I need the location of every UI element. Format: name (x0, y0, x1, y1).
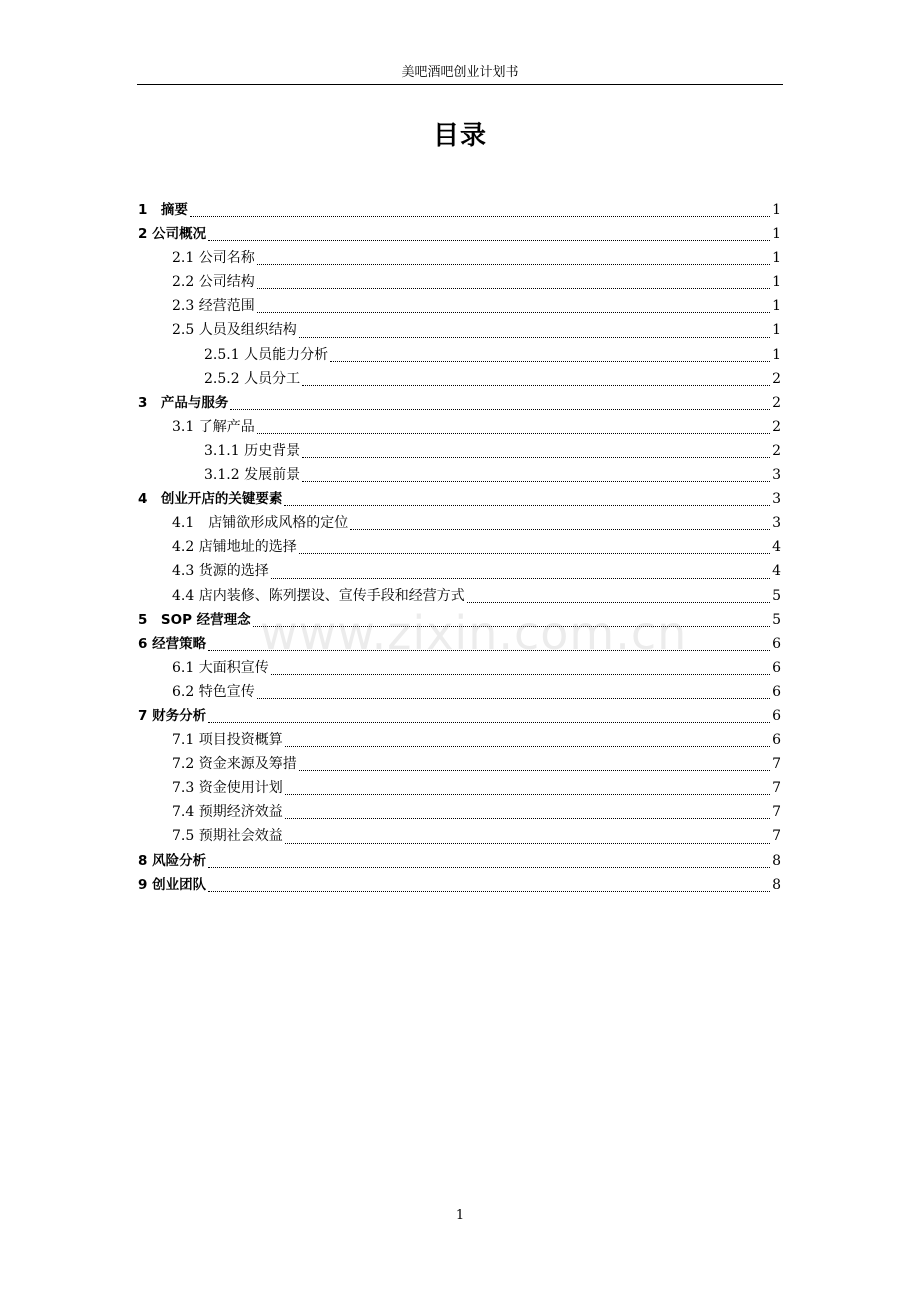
toc-entry[interactable] (138, 270, 781, 294)
toc-entry[interactable] (138, 222, 781, 246)
toc-dot-leader (257, 263, 770, 265)
toc-entry-label: 6.1 大面积宣传 (172, 659, 269, 676)
toc-entry-label: 7.2 资金来源及筹措 (172, 756, 297, 773)
table-of-contents (138, 198, 781, 897)
toc-entry-page: 2 (772, 370, 781, 387)
toc-entry-label: 2 公司概况 (138, 226, 207, 243)
toc-entry[interactable] (138, 463, 781, 487)
toc-entry[interactable] (138, 800, 781, 824)
toc-entry-page: 1 (772, 298, 781, 315)
toc-entry-page: 3 (772, 491, 781, 508)
toc-dot-leader (299, 336, 770, 338)
toc-entry[interactable] (138, 294, 781, 318)
toc-entry-label: 2.5 人员及组织结构 (172, 322, 297, 339)
toc-dot-leader (285, 817, 770, 819)
toc-entry[interactable] (138, 343, 781, 367)
toc-entry-label: 2.3 经营范围 (172, 298, 255, 315)
toc-dot-leader (208, 721, 770, 723)
toc-entry-page: 4 (772, 539, 781, 556)
toc-dot-leader (299, 769, 770, 771)
toc-entry[interactable] (138, 824, 781, 848)
page-number: 1 (455, 1208, 465, 1223)
toc-entry-label: 4.4 店内装修、陈列摆设、宣传手段和经营方式 (172, 587, 465, 604)
toc-entry[interactable] (138, 511, 781, 535)
toc-entry-page: 5 (772, 587, 781, 604)
toc-entry[interactable] (138, 487, 781, 511)
toc-dot-leader (257, 287, 770, 289)
toc-entry[interactable] (138, 559, 781, 583)
toc-entry[interactable] (138, 391, 781, 415)
toc-entry-label: 7.4 预期经济效益 (172, 804, 283, 821)
toc-entry[interactable] (138, 752, 781, 776)
toc-entry-page: 1 (772, 346, 781, 363)
toc-entry[interactable] (138, 318, 781, 342)
toc-entry[interactable] (138, 246, 781, 270)
toc-entry-label: 4 创业开店的关键要素 (138, 491, 283, 508)
toc-entry[interactable] (138, 776, 781, 800)
toc-dot-leader (302, 456, 770, 458)
toc-entry[interactable] (138, 728, 781, 752)
toc-dot-leader (271, 673, 770, 675)
toc-entry-label: 9 创业团队 (138, 876, 207, 893)
toc-entry-label: 2.5.1 人员能力分析 (204, 346, 329, 363)
toc-entry-page: 7 (772, 756, 781, 773)
toc-entry[interactable] (138, 415, 781, 439)
toc-entry-page: 6 (772, 707, 781, 724)
toc-dot-leader (330, 360, 770, 362)
toc-entry-page: 3 (772, 467, 781, 484)
toc-entry-label: 7.1 项目投资概算 (172, 732, 283, 749)
toc-dot-leader (284, 504, 770, 506)
toc-entry-label: 2.2 公司结构 (172, 274, 255, 291)
toc-entry-page: 1 (772, 202, 781, 218)
toc-entry-page: 1 (772, 322, 781, 339)
toc-entry-page: 7 (772, 780, 781, 797)
toc-entry-label: 3.1.2 发展前景 (204, 467, 301, 484)
toc-entry-page: 6 (772, 732, 781, 749)
toc-entry-label: 7.3 资金使用计划 (172, 780, 283, 797)
toc-entry-label: 2.1 公司名称 (172, 250, 255, 267)
toc-entry-page: 6 (772, 683, 781, 700)
toc-entry[interactable] (138, 849, 781, 873)
toc-entry-label: 3.1 了解产品 (172, 418, 255, 435)
toc-entry-page: 1 (772, 226, 781, 243)
toc-dot-leader (285, 793, 770, 795)
toc-entry[interactable] (138, 439, 781, 463)
toc-entry-label: 3 产品与服务 (138, 394, 229, 411)
toc-entry-page: 3 (772, 515, 781, 532)
toc-entry-page: 2 (772, 394, 781, 411)
toc-entry-page: 2 (772, 442, 781, 459)
toc-entry-label: 8 风险分析 (138, 852, 207, 869)
toc-entry-page: 1 (772, 250, 781, 267)
toc-dot-leader (299, 552, 770, 554)
toc-entry[interactable] (138, 584, 781, 608)
toc-dot-leader (302, 480, 770, 482)
header-rule (137, 84, 783, 85)
toc-entry-label: 4.3 货源的选择 (172, 563, 269, 580)
toc-entry-label: 1 摘要 (138, 202, 188, 218)
toc-entry-label: 4.2 店铺地址的选择 (172, 539, 297, 556)
toc-entry-label: 6.2 特色宣传 (172, 683, 255, 700)
toc-dot-leader (230, 408, 770, 410)
toc-entry-label: 3.1.1 历史背景 (204, 442, 301, 459)
toc-entry[interactable] (138, 873, 781, 897)
toc-entry-label: 4.1 店铺欲形成风格的定位 (172, 515, 349, 532)
toc-entry-page: 8 (772, 852, 781, 869)
toc-entry-label: 5 SOP 经营理念 (138, 611, 251, 628)
page-title: 目录 (432, 121, 487, 151)
toc-entry-page: 7 (772, 828, 781, 845)
toc-entry[interactable] (138, 535, 781, 559)
toc-dot-leader (467, 601, 770, 603)
toc-entry-page: 4 (772, 563, 781, 580)
toc-dot-leader (257, 432, 770, 434)
toc-entry-page: 8 (772, 876, 781, 893)
toc-entry-page: 6 (772, 659, 781, 676)
toc-entry-label: 6 经营策略 (138, 635, 207, 652)
toc-entry-label: 2.5.2 人员分工 (204, 370, 301, 387)
toc-entry[interactable] (138, 680, 781, 704)
toc-dot-leader (350, 528, 770, 530)
toc-entry-label: 7.5 预期社会效益 (172, 828, 283, 845)
page-header: 美吧酒吧创业计划书 (401, 65, 519, 80)
toc-dot-leader (257, 697, 770, 699)
toc-dot-leader (208, 239, 770, 241)
toc-entry-page: 5 (772, 611, 781, 628)
toc-entry-page: 1 (772, 274, 781, 291)
toc-dot-leader (285, 745, 770, 747)
toc-dot-leader (257, 311, 770, 313)
toc-entry[interactable] (138, 704, 781, 728)
toc-dot-leader (302, 384, 770, 386)
toc-entry[interactable] (138, 367, 781, 391)
toc-entry-page: 7 (772, 804, 781, 821)
toc-dot-leader (208, 890, 770, 892)
toc-entry-page: 6 (772, 635, 781, 652)
toc-dot-leader (208, 866, 770, 868)
toc-dot-leader (271, 577, 770, 579)
toc-entry-page: 2 (772, 418, 781, 435)
toc-dot-leader (285, 842, 770, 844)
toc-entry[interactable] (138, 198, 781, 222)
toc-dot-leader (190, 215, 770, 217)
toc-entry-label: 7 财务分析 (138, 707, 207, 724)
watermark: www.zixin.com.cn (260, 606, 688, 660)
